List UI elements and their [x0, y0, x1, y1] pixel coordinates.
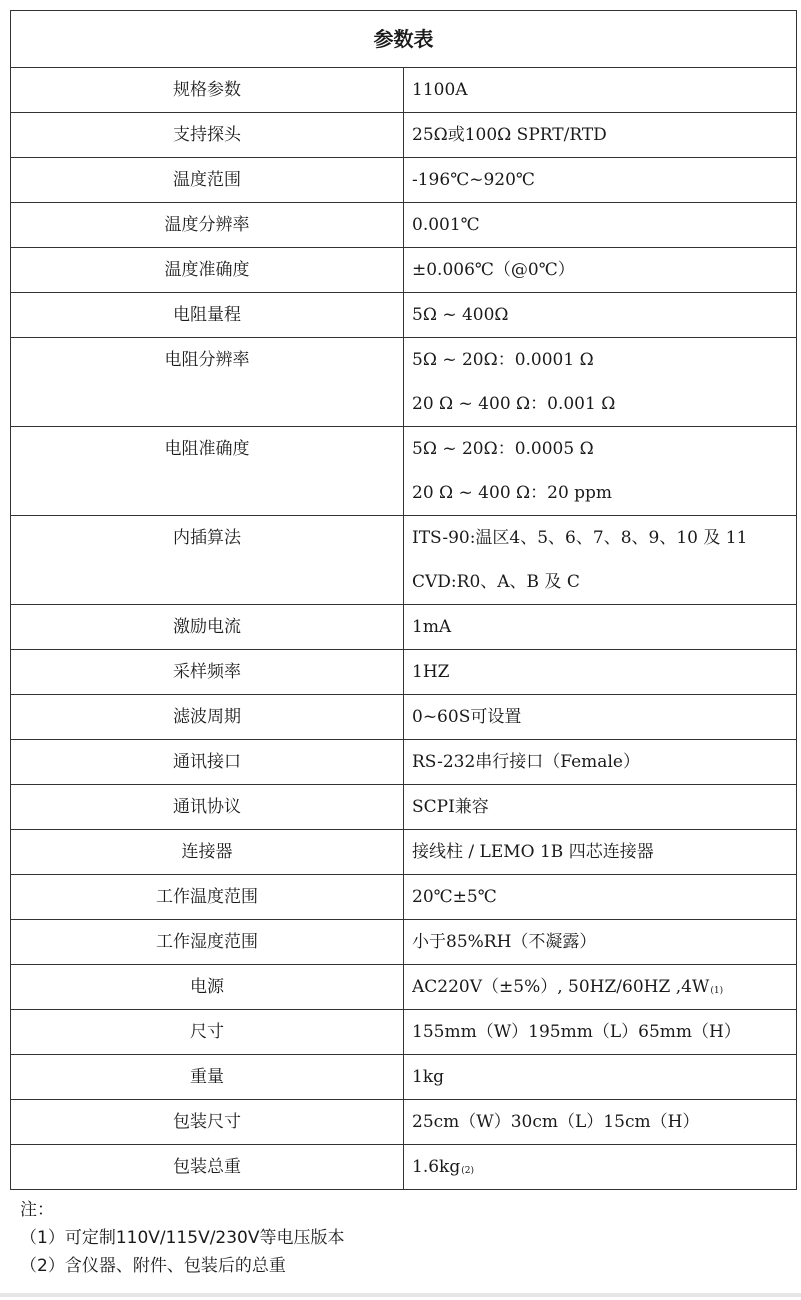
param-value-line	[412, 875, 796, 919]
param-value-text: 1HZ	[412, 662, 450, 682]
notes-heading: 注：	[20, 1200, 54, 1220]
table-row	[11, 605, 797, 650]
param-name: 激励电流	[11, 605, 404, 650]
param-name: 内插算法	[11, 516, 404, 605]
param-value-line	[412, 68, 796, 112]
param-value-line	[412, 965, 796, 1009]
param-value-text: 5Ω ~ 20Ω：0.0005 Ω	[412, 439, 594, 459]
notes-section	[20, 1196, 345, 1280]
param-value-text: 1.6kg	[412, 1157, 461, 1177]
param-value-text: SCPI兼容	[412, 797, 489, 817]
param-value-text: 20℃±5℃	[412, 887, 497, 907]
param-value-text: CVD:R0、A、B 及 C	[412, 572, 580, 592]
param-name: 电阻准确度	[11, 427, 404, 516]
param-name: 滤波周期	[11, 695, 404, 740]
param-value	[404, 965, 797, 1010]
param-name: 包装总重	[11, 1145, 404, 1190]
param-value-text: 5Ω ~ 20Ω：0.0001 Ω	[412, 350, 594, 370]
param-value	[404, 695, 797, 740]
param-name: 通讯接口	[11, 740, 404, 785]
table-row	[11, 293, 797, 338]
table-row	[11, 248, 797, 293]
page-bottom-edge	[0, 1293, 801, 1297]
table-row	[11, 1010, 797, 1055]
param-name: 重量	[11, 1055, 404, 1100]
param-value-text: 1kg	[412, 1067, 444, 1087]
param-value	[404, 427, 797, 516]
param-value-text: ITS-90:温区4、5、6、7、8、9、10 及 11	[412, 528, 748, 548]
param-value	[404, 1010, 797, 1055]
param-value-line	[412, 427, 796, 471]
param-value-text: 1mA	[412, 617, 452, 637]
param-value-text: 25cm（W）30cm（L）15cm（H）	[412, 1112, 700, 1132]
param-value	[404, 158, 797, 203]
param-name: 连接器	[11, 830, 404, 875]
param-name: 工作湿度范围	[11, 920, 404, 965]
param-value-line	[412, 338, 796, 382]
param-value	[404, 248, 797, 293]
param-value-line	[412, 471, 796, 515]
param-value-line	[412, 113, 796, 157]
param-name: 采样频率	[11, 650, 404, 695]
param-name: 电阻量程	[11, 293, 404, 338]
param-value-line	[412, 785, 796, 829]
table-row	[11, 1145, 797, 1190]
param-value-text: -196℃~920℃	[412, 170, 535, 190]
param-value	[404, 68, 797, 113]
table-row	[11, 338, 797, 427]
table-row	[11, 1100, 797, 1145]
param-value-line	[412, 560, 796, 604]
table-row	[11, 203, 797, 248]
table-row	[11, 113, 797, 158]
param-value	[404, 1145, 797, 1190]
param-name: 温度范围	[11, 158, 404, 203]
table-title: 参数表	[11, 11, 797, 68]
param-value	[404, 650, 797, 695]
param-value-line	[412, 1145, 796, 1189]
param-value-line	[412, 293, 796, 337]
table-row	[11, 695, 797, 740]
param-value-text: ±0.006℃（@0℃）	[412, 260, 575, 280]
param-value	[404, 830, 797, 875]
param-value-line	[412, 650, 796, 694]
param-value-text: 20 Ω ~ 400 Ω：0.001 Ω	[412, 394, 616, 414]
param-name: 电源	[11, 965, 404, 1010]
param-value	[404, 203, 797, 248]
parameter-table	[10, 10, 797, 1190]
table-row	[11, 1055, 797, 1100]
param-value-line	[412, 920, 796, 964]
param-value-line	[412, 740, 796, 784]
table-row	[11, 920, 797, 965]
table-title-row	[11, 11, 797, 68]
param-value	[404, 605, 797, 650]
param-value-text: 接线柱 / LEMO 1B 四芯连接器	[412, 842, 654, 862]
param-value	[404, 785, 797, 830]
note-item-2: （2）含仪器、附件、包装后的总重	[20, 1256, 286, 1276]
spec-sheet	[10, 10, 797, 1190]
table-row	[11, 785, 797, 830]
param-name: 尺寸	[11, 1010, 404, 1055]
param-value-text: 0~60S可设置	[412, 707, 522, 727]
table-row	[11, 158, 797, 203]
param-value-text: RS-232串行接口（Female）	[412, 752, 640, 772]
param-name: 温度准确度	[11, 248, 404, 293]
param-name: 支持探头	[11, 113, 404, 158]
note-item-1: （1）可定制110V/115V/230V等电压版本	[20, 1228, 345, 1248]
param-value	[404, 740, 797, 785]
table-row	[11, 427, 797, 516]
param-value-line	[412, 1055, 796, 1099]
param-name: 包装尺寸	[11, 1100, 404, 1145]
footnote-marker: (2)	[461, 1166, 474, 1176]
table-row	[11, 875, 797, 920]
param-value-line	[412, 203, 796, 247]
param-name: 规格参数	[11, 68, 404, 113]
param-value	[404, 920, 797, 965]
table-row	[11, 68, 797, 113]
param-value-line	[412, 605, 796, 649]
param-name: 温度分辨率	[11, 203, 404, 248]
param-value-text: 小于85%RH（不凝露）	[412, 932, 597, 952]
param-value	[404, 1055, 797, 1100]
param-value	[404, 113, 797, 158]
param-name: 工作温度范围	[11, 875, 404, 920]
param-value	[404, 1100, 797, 1145]
footnote-marker: (1)	[710, 986, 724, 996]
table-row	[11, 650, 797, 695]
param-value-text: 1100A	[412, 80, 468, 100]
param-value-line	[412, 695, 796, 739]
param-value	[404, 338, 797, 427]
table-row	[11, 965, 797, 1010]
param-value-line	[412, 382, 796, 426]
param-value	[404, 293, 797, 338]
param-value-line	[412, 1010, 796, 1054]
param-value-text: AC220V（±5%）, 50HZ/60HZ ,4W	[412, 977, 710, 997]
param-value-line	[412, 516, 796, 560]
param-value	[404, 516, 797, 605]
param-value-line	[412, 830, 796, 874]
param-value-line	[412, 158, 796, 202]
param-value-text: 5Ω ~ 400Ω	[412, 305, 509, 325]
table-row	[11, 516, 797, 605]
param-value	[404, 875, 797, 920]
table-row	[11, 830, 797, 875]
table-row	[11, 740, 797, 785]
param-name: 电阻分辨率	[11, 338, 404, 427]
param-value-text: 155mm（W）195mm（L）65mm（H）	[412, 1022, 741, 1042]
param-value-text: 0.001℃	[412, 215, 480, 235]
param-name: 通讯协议	[11, 785, 404, 830]
param-value-text: 25Ω或100Ω SPRT/RTD	[412, 125, 607, 145]
param-value-text: 20 Ω ~ 400 Ω：20 ppm	[412, 483, 613, 503]
param-value-line	[412, 248, 796, 292]
param-value-line	[412, 1100, 796, 1144]
